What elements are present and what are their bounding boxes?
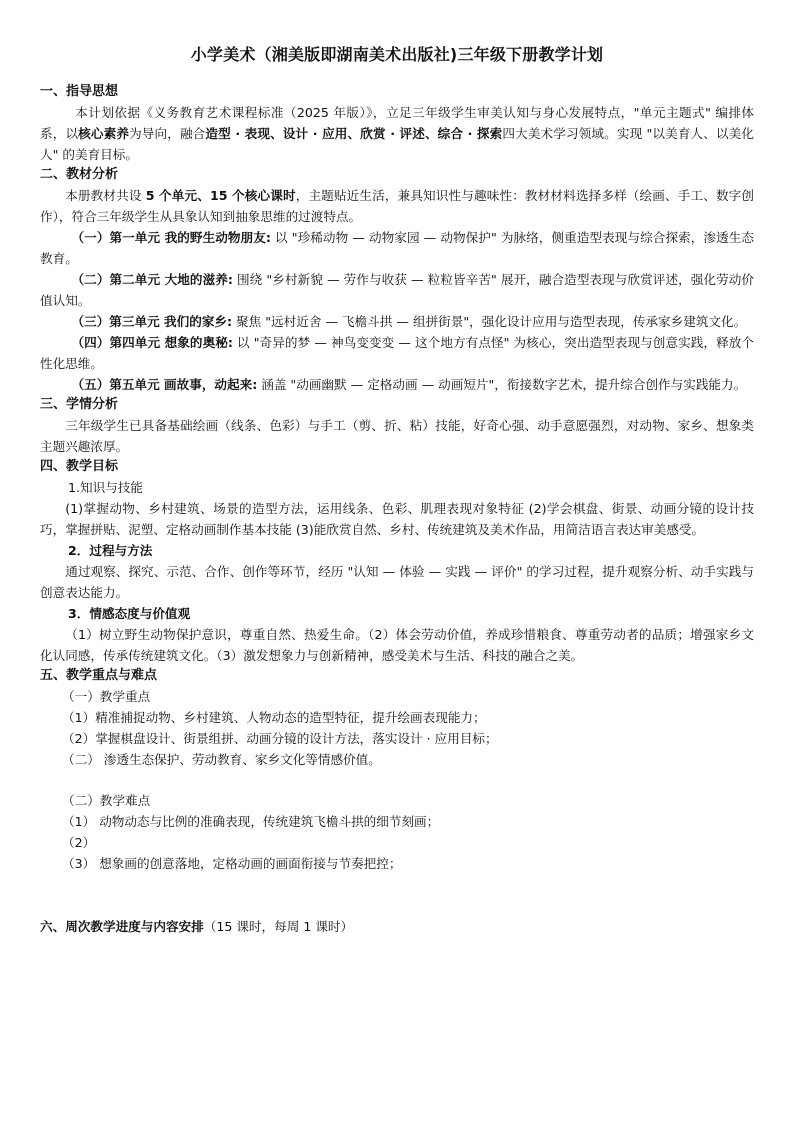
blank-line [40, 874, 754, 916]
unit-text: 聚焦 "远村近舍 — 飞檐斗拱 — 组拼街景"，强化设计应用与造型表现，传承家乡建筑文化。 [232, 314, 747, 329]
goal-knowledge-heading: 1.知识与技能 [68, 480, 143, 495]
section-heading-guiding-thought: 一、指导思想 [40, 84, 119, 99]
section-heading-key-points: 五、教学重点与难点 [40, 668, 158, 683]
text-span: 四大美术学习领域。实现 "以美育人、以美化人" 的美育目标。 [40, 126, 755, 162]
document-title: 小学美术（湘美版即湖南美术出版社)三年级下册教学计划 [190, 45, 604, 64]
focus-item: （1）精准捕捉动物、乡村建筑、人物动态的造型特征，提升绘画表现能力； [62, 710, 486, 725]
bold-span: 造型 · 表现、设计 · 应用、欣赏 · 评述、综合 · 探索 [205, 126, 503, 141]
goal-emotion-heading: 3．情感态度与价值观 [68, 606, 191, 621]
difficulty-item: （1） 动物动态与比例的准确表现，传统建筑飞檐斗拱的细节刻画； [62, 814, 440, 829]
unit-label: （四）第四单元 想象的奥秘: [71, 335, 233, 350]
goal-method-text: 通过观察、探究、示范、合作、创作等环节，经历 "认知 — 体验 — 实践 — 评价" 的学习过程，提升观察分析、动手实践与创意表达能力。 [40, 564, 754, 600]
text-span: 为导向，融合 [129, 126, 206, 141]
guiding-thought-paragraph [40, 102, 754, 165]
unit-paragraph-2 [40, 269, 754, 311]
unit-text: 以 "奇异的梦 — 神鸟变变变 — 这个地方有点怪" 为核心，突出造型表现与创意实践，释放个性化思维。 [40, 335, 755, 371]
bold-span: 5 个单元、15 个核心课时 [145, 188, 296, 203]
difficulty-item: （2） [62, 835, 96, 850]
unit-text: 以 "珍稀动物 — 动物家园 — 动物保护" 为脉络，侧重造型表现与综合探索，渗透生态教育。 [40, 230, 755, 266]
unit-text: 涵盖 "动画幽默 — 定格动画 — 动画短片"，衔接数字艺术，提升综合创作与实践能力。 [257, 377, 747, 392]
goal-knowledge-text: (1)掌握动物、乡村建筑、场景的造型方法，运用线条、色彩、肌理表现对象特征 (2)学会棋盘、街景、动画分镜的设计技巧，掌握拼贴、泥塑、定格动画制作基本技能 (3)能欣赏自然、乡村、传统建筑及美术作品，用简洁语言表达审美感受。 [40, 501, 754, 537]
unit-paragraph-4 [40, 332, 754, 374]
goal-emotion-text: （1）树立野生动物保护意识，尊重自然、热爱生命。（2）体会劳动价值，养成珍惜粮食、尊重劳动者的品质；增强家乡文化认同感，传承传统建筑文化。（3）激发想象力与创新精神，感受美术与生活、科技的融合之美。 [40, 627, 754, 663]
textbook-analysis-paragraph [40, 185, 754, 227]
schedule-heading-bold: 六、周次教学进度与内容安排 [40, 919, 204, 934]
unit-label: （五）第五单元 画故事，动起来: [71, 377, 258, 392]
schedule-heading-note: （15 课时，每周 1 课时） [203, 919, 354, 934]
text-span: 本册教材共设 [65, 188, 146, 203]
focus-heading: （一）教学重点 [62, 689, 151, 704]
unit-paragraph-5 [40, 374, 754, 395]
bold-span: 核心素养 [78, 126, 130, 141]
text-span: 本计划依据《义务教育艺术课程标准（2025 年版）》，立足三年级学生审美认知与身心发展特点，"单元主题式" 编排体系，以 [40, 105, 754, 141]
section-heading-teaching-goals: 四、教学目标 [40, 459, 119, 474]
difficulty-heading: （二）教学难点 [62, 793, 151, 808]
blank-line [40, 770, 754, 790]
text-span: ，主题贴近生活，兼具知识性与趣味性：教材材料选择多样（绘画、手工、数字创作），符合三年级学生从具象认知到抽象思维的过渡特点。 [40, 188, 754, 224]
unit-text: 围绕 "乡村新貌 — 劳作与收获 — 粒粒皆辛苦" 展开，融合造型表现与欣赏评述，强化劳动价值认知。 [40, 272, 755, 308]
focus-item: （2）掌握棋盘设计、街景组拼、动画分镜的设计方法，落实设计 · 应用目标； [62, 731, 498, 746]
section-heading-schedule [40, 916, 754, 937]
section-heading-student-analysis: 三、学情分析 [40, 397, 119, 412]
focus-item: （二） 渗透生态保护、劳动教育、家乡文化等情感价值。 [62, 752, 381, 767]
student-analysis-paragraph: 三年级学生已具备基础绘画（线条、色彩）与手工（剪、折、粘）技能，好奇心强、动手意愿强烈，对动物、家乡、想象类主题兴趣浓厚。 [40, 418, 754, 454]
unit-paragraph-3 [40, 311, 754, 332]
difficulty-item: （3） 想象画的创意落地，定格动画的画面衔接与节奏把控； [62, 856, 402, 871]
goal-method-heading: 2．过程与方法 [68, 543, 153, 558]
unit-label: （三）第三单元 我们的家乡: [71, 314, 233, 329]
unit-paragraph-1 [40, 227, 754, 269]
section-heading-textbook-analysis: 二、教材分析 [40, 167, 119, 182]
unit-label: （一）第一单元 我的野生动物朋友: [71, 230, 271, 245]
unit-label: （二）第二单元 大地的滋养: [71, 272, 233, 287]
